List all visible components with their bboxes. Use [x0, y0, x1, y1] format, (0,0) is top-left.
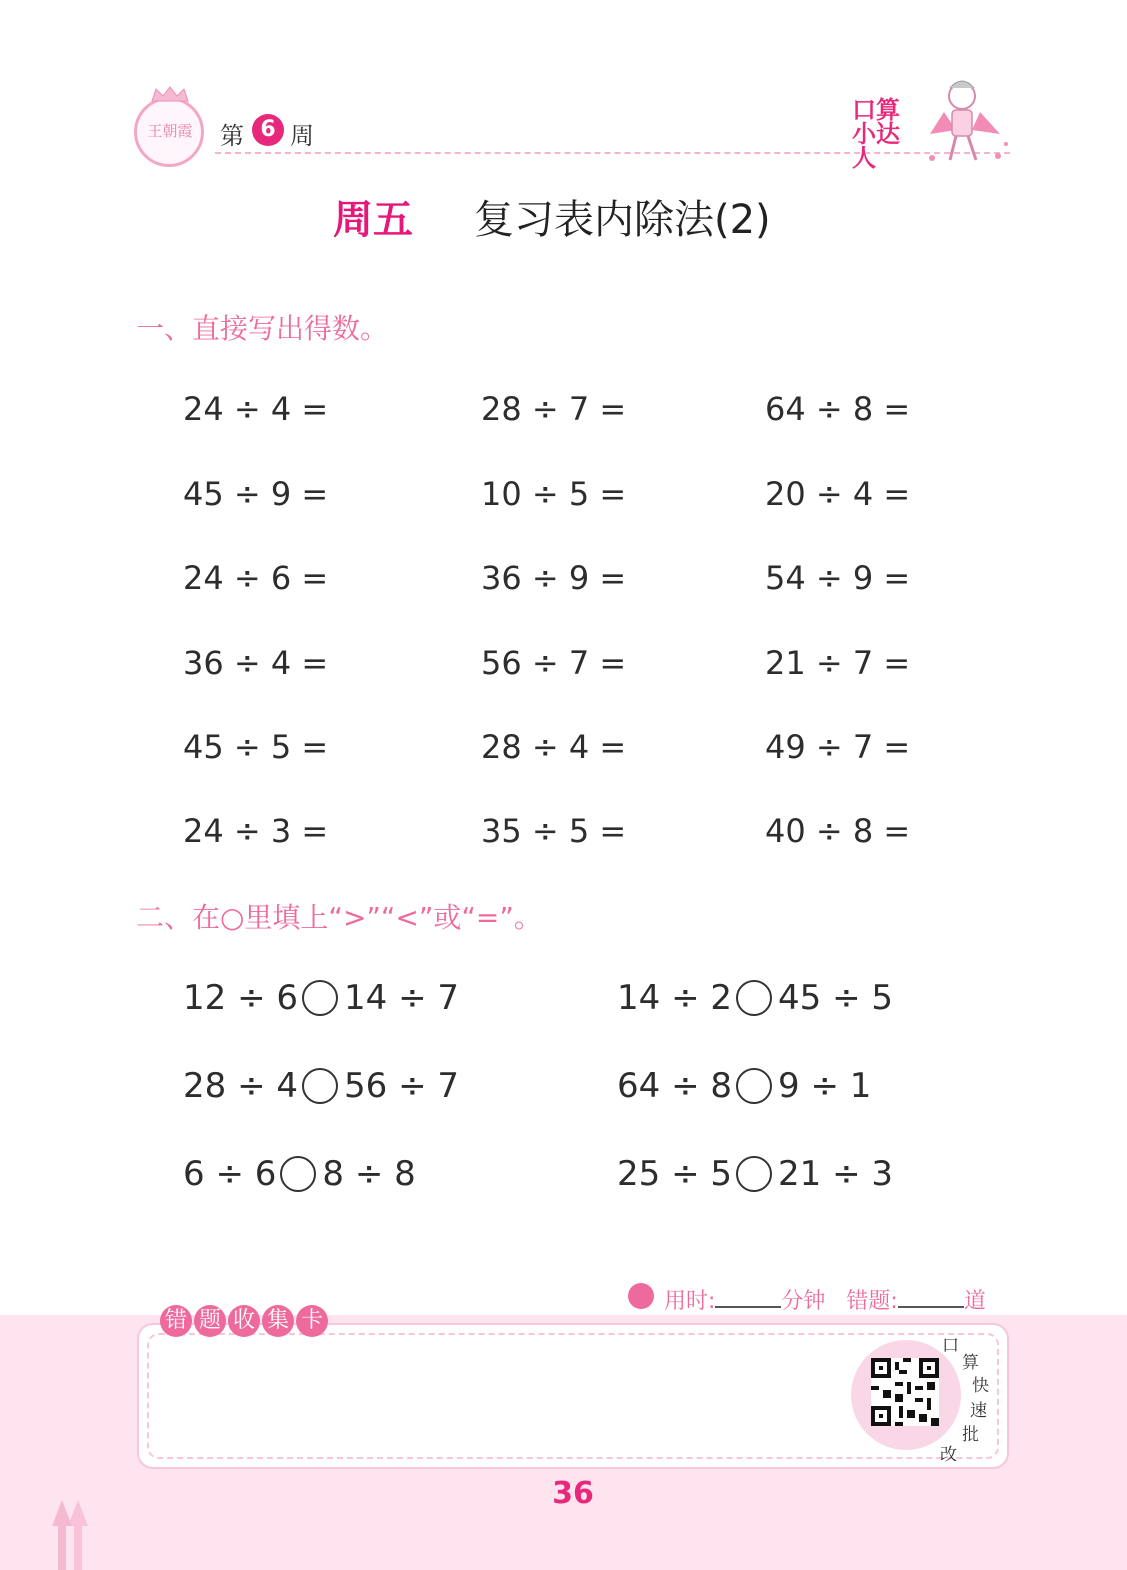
- card-label-char: 卡: [296, 1305, 328, 1337]
- qr-caption-char: 改: [940, 1445, 957, 1465]
- problem: 28 ÷ 4 =: [481, 728, 627, 766]
- problem: 36 ÷ 9 =: [481, 559, 627, 597]
- page-title: 复习表内除法(2): [474, 197, 771, 243]
- problem: 45 ÷ 9 =: [183, 475, 329, 513]
- comparison-item: [617, 1066, 871, 1106]
- errors-unit: 道: [963, 1289, 986, 1314]
- week-suffix: 周: [290, 122, 314, 150]
- qr-caption-char: 口: [942, 1336, 959, 1356]
- comparison-right: 45 ÷ 5: [778, 978, 893, 1018]
- qr-code[interactable]: [871, 1358, 939, 1426]
- problem: 56 ÷ 7 =: [481, 644, 627, 682]
- qr-caption-char: 快: [972, 1376, 989, 1396]
- problem: 40 ÷ 8 =: [765, 812, 911, 850]
- problem: 21 ÷ 7 =: [765, 644, 911, 682]
- comparison-right: 21 ÷ 3: [778, 1154, 893, 1194]
- answer-circle[interactable]: [736, 1068, 772, 1104]
- comparison-left: 64 ÷ 8: [617, 1066, 732, 1106]
- comparison-left: 28 ÷ 4: [183, 1066, 298, 1106]
- crown-icon: [150, 86, 190, 102]
- card-label: [160, 1305, 328, 1337]
- page-number: 36: [552, 1476, 594, 1511]
- comparison-right: 56 ÷ 7: [344, 1066, 459, 1106]
- comparison-left: 12 ÷ 6: [183, 978, 298, 1018]
- qr-caption-char: 批: [962, 1425, 979, 1445]
- comparison-item: [617, 1154, 893, 1194]
- answer-circle[interactable]: [302, 980, 338, 1016]
- problem: 35 ÷ 5 =: [481, 812, 627, 850]
- qr-caption-char: 算: [962, 1353, 979, 1373]
- problem: 20 ÷ 4 =: [765, 475, 911, 513]
- section-1-heading: 一、直接写出得数。: [136, 312, 389, 345]
- mascot-illustration: [920, 74, 1014, 170]
- comparison-item: [183, 1066, 459, 1106]
- comparison-item: [617, 978, 893, 1018]
- problem: 45 ÷ 5 =: [183, 728, 329, 766]
- problem: 49 ÷ 7 =: [765, 728, 911, 766]
- errors-label: 错题:: [846, 1289, 898, 1314]
- comparison-right: 9 ÷ 1: [778, 1066, 872, 1106]
- comparison-left: 6 ÷ 6: [183, 1154, 277, 1194]
- arrow-up-icon: [52, 1500, 92, 1570]
- problem: 24 ÷ 4 =: [183, 390, 329, 428]
- minutes-label: 分钟: [781, 1289, 826, 1314]
- problem: 36 ÷ 4 =: [183, 644, 329, 682]
- card-label-char: 收: [228, 1305, 260, 1337]
- section-2-heading: 二、在○里填上“>”“<”或“=”。: [136, 901, 542, 934]
- week-prefix: 第: [220, 122, 244, 150]
- title-day: 周五: [333, 197, 413, 243]
- card-label-char: 题: [194, 1305, 226, 1337]
- problem: 54 ÷ 9 =: [765, 559, 911, 597]
- card-label-char: 错: [160, 1305, 192, 1337]
- brand-line-1: 口算: [852, 96, 900, 124]
- answer-circle[interactable]: [736, 1156, 772, 1192]
- comparison-left: 25 ÷ 5: [617, 1154, 732, 1194]
- problem: 10 ÷ 5 =: [481, 475, 627, 513]
- stopwatch-icon: [628, 1283, 654, 1309]
- time-label: 用时:: [664, 1289, 716, 1314]
- comparison-left: 14 ÷ 2: [617, 978, 732, 1018]
- time-and-errors: [664, 1284, 986, 1315]
- qr-caption-char: 速: [970, 1401, 987, 1421]
- problem: 24 ÷ 6 =: [183, 559, 329, 597]
- logo-text: 王朝霞: [147, 122, 193, 140]
- comparison-right: 8 ÷ 8: [322, 1154, 416, 1194]
- week-number-badge: 6: [252, 114, 284, 146]
- answer-circle[interactable]: [280, 1156, 316, 1192]
- comparison-item: [183, 1154, 416, 1194]
- errors-blank[interactable]: [898, 1286, 964, 1308]
- time-blank[interactable]: [715, 1286, 781, 1308]
- brand-line-2: 小达人: [852, 120, 900, 172]
- series-brand: [852, 98, 922, 170]
- answer-circle[interactable]: [302, 1068, 338, 1104]
- card-label-char: 集: [262, 1305, 294, 1337]
- problem: 64 ÷ 8 =: [765, 390, 911, 428]
- problem: 24 ÷ 3 =: [183, 812, 329, 850]
- problem: 28 ÷ 7 =: [481, 390, 627, 428]
- comparison-item: [183, 978, 459, 1018]
- answer-circle[interactable]: [736, 980, 772, 1016]
- comparison-right: 14 ÷ 7: [344, 978, 459, 1018]
